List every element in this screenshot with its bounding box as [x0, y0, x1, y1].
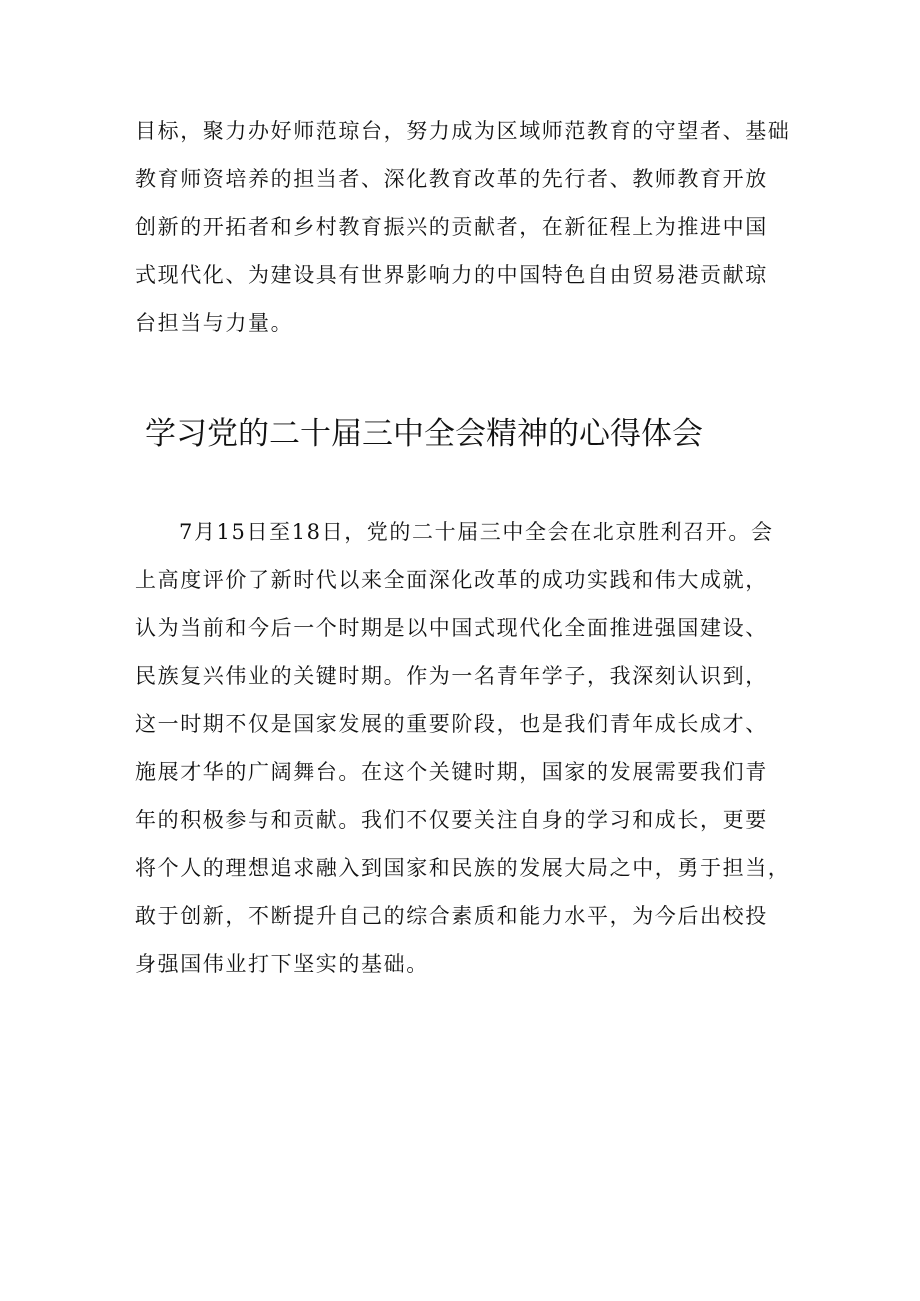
body-line: 施展才华的广阔舞台。在这个关键时期，国家的发展需要我们青	[135, 760, 768, 784]
body-line: 上高度评价了新时代以来全面深化改革的成功实践和伟大成就，	[135, 568, 768, 592]
body-line: 这一时期不仅是国家发展的重要阶段，也是我们青年成长成才、	[135, 712, 768, 736]
body-line: 年的积极参与和贡献。我们不仅要关注自身的学习和成长，更要	[135, 808, 768, 832]
intro-line: 教育师资培养的担当者、深化教育改革的先行者、教师教育开放	[135, 167, 768, 191]
body-line: 身强国伟业打下坚实的基础。	[135, 952, 429, 976]
intro-line: 目标，聚力办好师范琼台，努力成为区域师范教育的守望者、基础	[135, 119, 791, 143]
body-line: 认为当前和今后一个时期是以中国式现代化全面推进强国建设、	[135, 616, 768, 640]
body-line: 将个人的理想追求融入到国家和民族的发展大局之中，勇于担当，	[135, 856, 791, 880]
body-line: 7月15日至18日，党的二十届三中全会在北京胜利召开。会	[179, 520, 774, 544]
intro-paragraph	[135, 107, 795, 347]
body-line: 敢于创新，不断提升自己的综合素质和能力水平，为今后出校投	[135, 904, 768, 928]
body-paragraph	[135, 508, 795, 988]
intro-line: 台担当与力量。	[135, 311, 294, 335]
intro-line: 创新的开拓者和乡村教育振兴的贡献者，在新征程上为推进中国	[135, 215, 768, 239]
body-line: 民族复兴伟业的关键时期。作为一名青年学子，我深刻认识到，	[135, 664, 768, 688]
intro-line: 式现代化、为建设具有世界影响力的中国特色自由贸易港贡献琼	[135, 263, 768, 287]
section-heading: 学习党的二十届三中全会精神的心得体会	[145, 416, 703, 452]
